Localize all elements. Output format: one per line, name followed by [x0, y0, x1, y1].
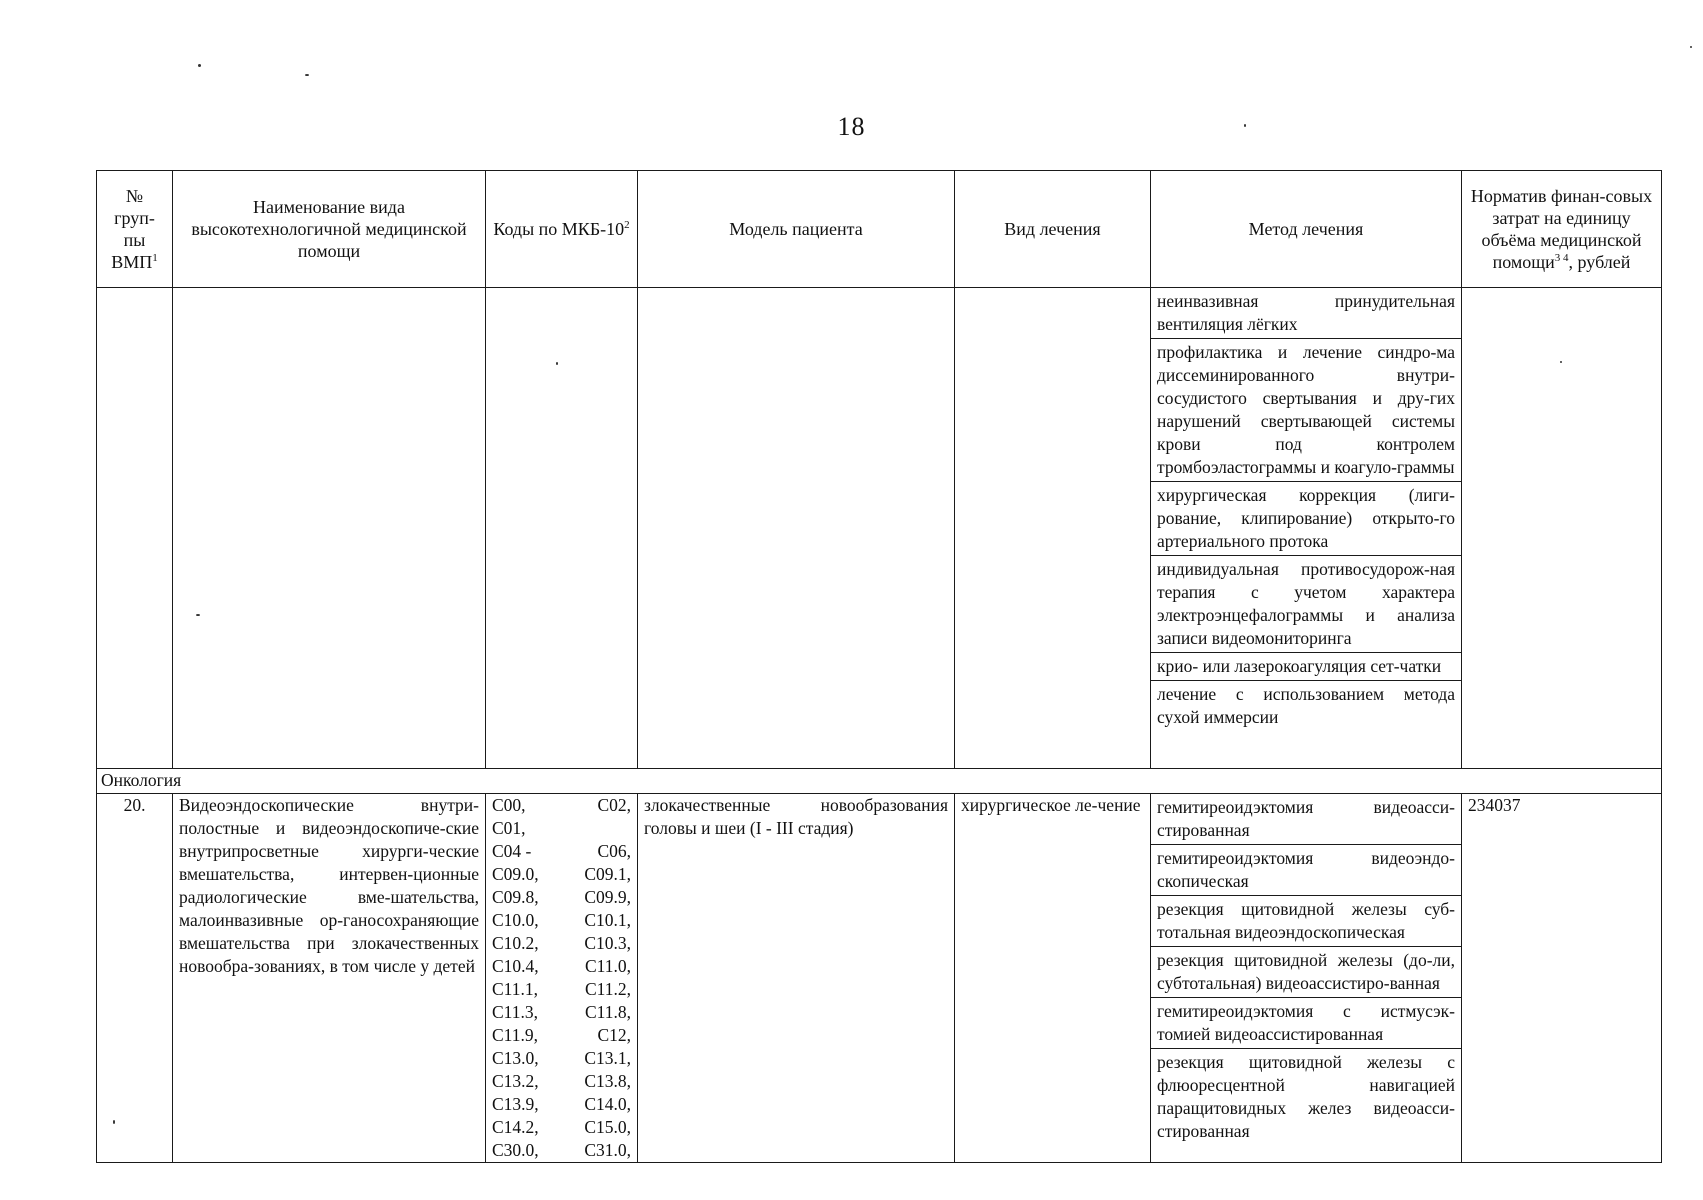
icd-code: C13.8, — [584, 1071, 631, 1091]
table-row-group-20 — [97, 794, 1662, 1163]
header-treatment-type-text: Вид лечения — [1004, 219, 1101, 239]
footnote-marker: 3 4 — [1554, 252, 1569, 264]
header-group-no-line1: № — [125, 186, 144, 206]
header-name-text: Наименование вида высокотехнологичной медицинской помощи — [191, 197, 467, 261]
icd-code: C14.0, — [584, 1094, 631, 1114]
header-group-no-line3: пы — [123, 230, 146, 250]
method-item: резекция щитовидной железы с флюоресцентной навигацией паращитовидных желез видеоасси-стированная — [1157, 1052, 1455, 1141]
scan-speck — [1690, 46, 1692, 48]
method-item: резекция щитовидной железы (до-ли, субтотальная) видеоассистиро-ванная — [1151, 947, 1461, 998]
icd-code: C11.2, — [584, 979, 631, 999]
icd-code: C02, — [597, 795, 631, 815]
icd-code: C13.0, — [492, 1048, 539, 1068]
icd-code: C10.2, — [492, 933, 539, 953]
icd-code: C00, C01, — [492, 795, 526, 838]
cell-model — [638, 288, 955, 769]
scan-speck — [198, 64, 201, 67]
icd-code: C10.4, — [492, 956, 539, 976]
cell-treatment-type — [955, 288, 1151, 769]
icd-code: C09.0, — [492, 864, 539, 884]
treatment-type: хирургическое ле-чение — [955, 794, 1151, 1163]
cell-methods — [1151, 794, 1462, 1163]
icd-code: C13.9, — [492, 1094, 539, 1114]
icd-code: C11.9, — [492, 1025, 539, 1045]
icd-code: C09.1, — [584, 864, 631, 884]
header-norm-text: Норматив финан-совых затрат на единицу объёма медицинской помощи — [1470, 186, 1653, 272]
footnote-marker: 2 — [624, 219, 630, 231]
method-item: индивидуальная противосудорож-ная терапия с учетом характера электроэнцефалограммы и анализа записи видеомониторинга — [1151, 556, 1461, 653]
cell-methods — [1151, 288, 1462, 769]
header-norm — [1462, 171, 1662, 288]
icd-code: C09.9, — [584, 887, 631, 907]
method-item: гемитиреоидэктомия видеоэндо-скопическая — [1151, 845, 1461, 896]
cost-norm: 234037 — [1462, 794, 1662, 1163]
header-codes-text: Коды по МКБ-10 — [493, 219, 625, 239]
header-model — [638, 171, 955, 288]
method-item: лечение с использованием метода сухой иммерсии — [1157, 684, 1455, 727]
icd-code: C31.0, — [584, 1140, 631, 1160]
icd-codes-list — [492, 794, 631, 1162]
method-item: крио- или лазерокоагуляция сет-чатки — [1151, 653, 1461, 681]
header-name — [173, 171, 486, 288]
header-codes — [486, 171, 638, 288]
group-number: 20. — [97, 794, 173, 1163]
header-group-no-line4: ВМП — [111, 252, 153, 272]
header-method-text: Метод лечения — [1248, 219, 1364, 239]
scan-speck — [305, 74, 309, 76]
page-number: 18 — [837, 112, 866, 141]
method-item: хирургическая коррекция (лиги-рование, клипирование) открыто-го артериального протока — [1151, 482, 1461, 556]
header-group-no-line2: груп- — [114, 208, 155, 228]
footnote-marker: 1 — [152, 252, 158, 264]
icd-code: C11.3, — [492, 1002, 539, 1022]
group-name: Видеоэндоскопические внутри-полостные и видеоэндоскопиче-ские внутрипросветные хирурги-ческие вмешательства, интервен-ционные радиологические вме-шательства, малоинвазивные ор-ганосохраняющие вмешательства при злокачественных новообра-зованиях, в том числе у детей — [173, 794, 486, 1163]
method-item: гемитиреоидэктомия видеоасси-стированная — [1151, 794, 1461, 845]
icd-code: C10.1, — [584, 910, 631, 930]
cell-norm — [1462, 288, 1662, 769]
icd-code: C30.0, — [492, 1140, 539, 1160]
group-codes — [486, 794, 638, 1163]
cell-codes — [486, 288, 638, 769]
cell-name — [173, 288, 486, 769]
icd-code: C14.2, — [492, 1117, 539, 1137]
icd-code: C09.8, — [492, 887, 539, 907]
icd-code: C13.1, — [584, 1048, 631, 1068]
header-norm-suffix: , рублей — [1568, 252, 1631, 272]
patient-model: злокачественные новообразования головы и шеи (I - III стадия) — [638, 794, 955, 1163]
icd-code: C10.3, — [584, 933, 631, 953]
icd-code: C15.0, — [584, 1117, 631, 1137]
icd-code: C11.1, — [492, 979, 539, 999]
header-method — [1151, 171, 1462, 288]
icd-code: C11.8, — [584, 1002, 631, 1022]
header-model-text: Модель пациента — [729, 219, 863, 239]
table-row-continuation — [97, 288, 1662, 769]
table-header-row — [97, 171, 1662, 288]
header-group-no — [97, 171, 173, 288]
section-row — [97, 769, 1662, 794]
icd-code: C11.0, — [584, 956, 631, 976]
scan-speck — [1244, 124, 1246, 127]
header-treatment-type — [955, 171, 1151, 288]
method-item: профилактика и лечение синдро-ма диссеминированного внутри-сосудистого свертывания и дру-гих нарушений свертывающей системы крови под контролем тромбоэластограммы и коагуло-граммы — [1151, 339, 1461, 482]
vmp-table — [96, 170, 1662, 1163]
method-item: гемитиреоидэктомия с истмусэк-томией видеоассистированная — [1151, 998, 1461, 1049]
icd-code: C10.0, — [492, 910, 539, 930]
method-item: резекция щитовидной железы суб-тотальная видеоэндоскопическая — [1151, 896, 1461, 947]
section-title: Онкология — [97, 769, 1662, 794]
method-item: неинвазивная принудительная вентиляция лёгких — [1151, 288, 1461, 339]
icd-code: C13.2, — [492, 1071, 539, 1091]
icd-code: C04 - — [492, 841, 532, 861]
cell-group-no — [97, 288, 173, 769]
icd-code: C12, — [597, 1025, 631, 1045]
icd-code: C06, — [597, 841, 631, 861]
